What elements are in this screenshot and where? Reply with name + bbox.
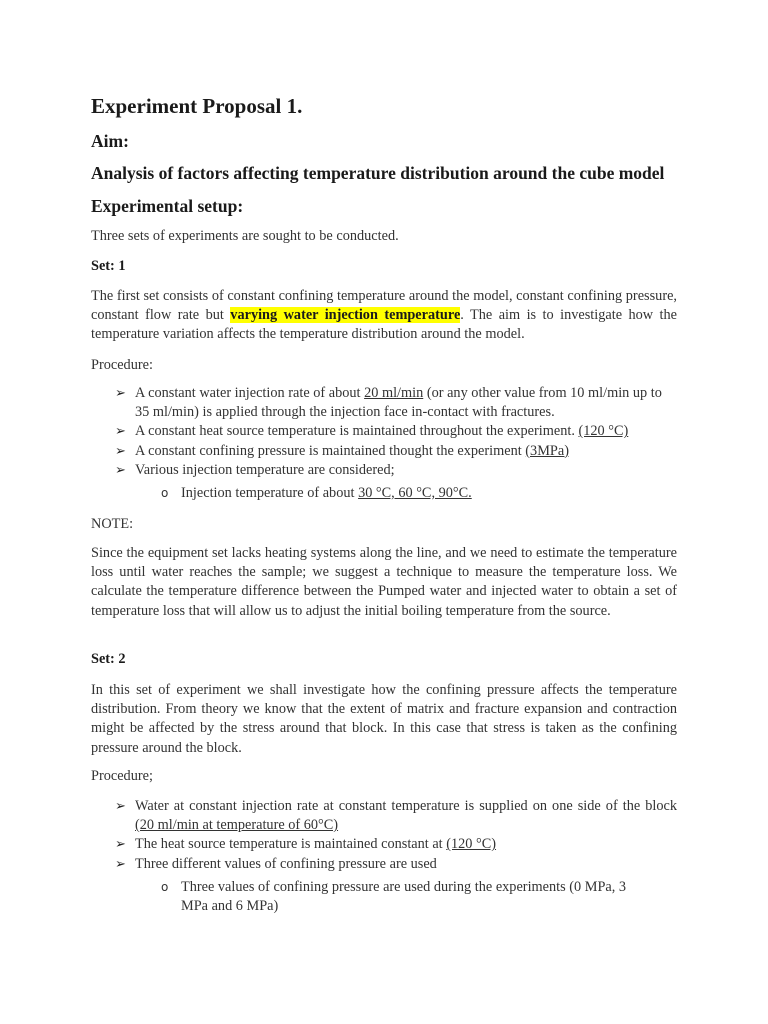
list-item: ➢ A constant water injection rate of about 20 ml/min (or any other value from 10 ml/min up to 35 ml/min) is applied through the injection face in-contact with fractures.: [115, 385, 662, 421]
arrowhead-bullet-icon: ➢: [115, 424, 126, 440]
arrowhead-bullet-icon: ➢: [115, 386, 126, 401]
list-item: ➢ Water at constant injection rate at constant temperature is supplied on one side of the block (20 ml/min at temperature of 60°C): [115, 798, 677, 834]
note-label: NOTE:: [91, 516, 134, 532]
list-item: ➢ Three different values of confining pressure are used: [115, 855, 677, 874]
intro-paragraph: Three sets of experiments are sought to be conducted.: [91, 228, 399, 244]
sub-list-item: o Three values of confining pressure are used during the experiments (0 MPa, 3 MPa and 6 MPa): [161, 879, 627, 915]
aim-text: Analysis of factors affecting temperature distribution around the cube model: [91, 163, 665, 183]
arrowhead-bullet-icon: ➢: [115, 856, 126, 872]
set2-paragraph: In this set of experiment we shall investigate how the confining pressure affects the temperature distribution. From theory we know that the extent of matrix and fracture expansion and contraction might be affected by the stress around that block. In this case that stress is taken as the confining pressure around the block.: [91, 682, 677, 756]
list-item: ➢ A constant heat source temperature is maintained throughout the experiment. (120 °C): [115, 422, 677, 441]
hollow-circle-bullet-icon: o: [161, 880, 169, 894]
page-title: Experiment Proposal 1.: [91, 94, 303, 118]
list-item: ➢ Various injection temperature are considered;: [115, 461, 677, 480]
arrowhead-bullet-icon: ➢: [115, 799, 126, 814]
set1-paragraph: The first set consists of constant confining temperature around the model, constant confining pressure, constant flow rate but varying water injection temperature. The aim is to investigate how the temperature variation affects the temperature distribution around the model.: [91, 288, 678, 343]
set2-sub-list: [161, 878, 651, 916]
set2-label: Set: 2: [91, 651, 126, 667]
sub-list-item: o Injection temperature of about 30 °C, 60 °C, 90°C.: [161, 484, 661, 503]
arrowhead-bullet-icon: ➢: [115, 462, 126, 478]
highlighted-phrase: varying water injection temperature: [230, 307, 461, 324]
set2-procedure-list: [115, 797, 677, 874]
list-item: ➢ A constant confining pressure is maintained thought the experiment (3MPa): [115, 442, 677, 461]
set1-label: Set: 1: [91, 258, 126, 274]
set1-sub-list: [161, 484, 661, 503]
aim-heading: Aim:: [91, 131, 129, 151]
setup-heading: Experimental setup:: [91, 196, 244, 216]
set1-procedure-list: [115, 384, 677, 480]
arrowhead-bullet-icon: ➢: [115, 443, 126, 459]
arrowhead-bullet-icon: ➢: [115, 837, 126, 853]
list-item: ➢ The heat source temperature is maintained constant at (120 °C): [115, 835, 677, 854]
note-paragraph: Since the equipment set lacks heating systems along the line, and we need to estimate the temperature loss until water reaches the sample; we suggest a technique to measure the temperature loss. We calculate the temperature difference between the Pumped water and injected water to obtain a set of temperature loss that will allow us to adjust the initial boiling temperature from the source.: [91, 545, 677, 619]
set2-procedure-label: Procedure;: [91, 768, 153, 784]
hollow-circle-bullet-icon: o: [161, 486, 169, 500]
set1-procedure-label: Procedure:: [91, 357, 153, 373]
